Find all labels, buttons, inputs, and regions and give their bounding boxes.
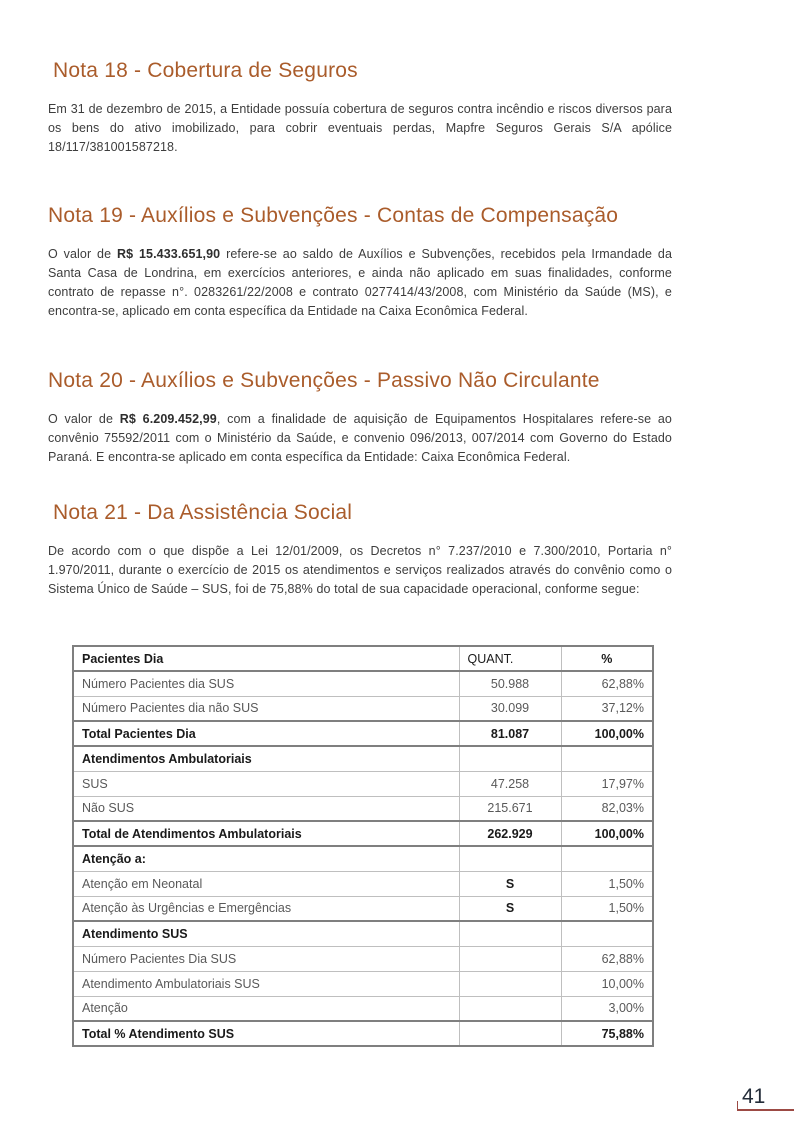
row-quant: S (459, 896, 561, 921)
row-pct: 75,88% (561, 1021, 653, 1046)
row-label: Número Pacientes Dia SUS (73, 946, 459, 971)
table-row (73, 996, 653, 1021)
row-pct: 62,88% (561, 671, 653, 696)
row-pct: 1,50% (561, 871, 653, 896)
amount-highlight: R$ 6.209.452,99 (119, 412, 217, 426)
table-section-row (73, 846, 653, 871)
paragraph-text: O valor de (48, 412, 120, 426)
table-total-row (73, 721, 653, 746)
table-row (73, 696, 653, 721)
row-pct: 37,12% (561, 696, 653, 721)
row-label: Total Pacientes Dia (73, 721, 459, 746)
column-header-percent: % (561, 646, 653, 671)
paragraph-text: , com a finalidade de aquisição de Equipamentos Hospitalares refere-se ao convênio 75592/2011 com o Ministério da Saúde, e convenio 096/2013, 007/2014 com Governo do Estado Paraná. E encontra-se aplicado em conta específica da Entidade: Caixa Econômica Federal. (48, 412, 672, 464)
section-nota-20 (48, 368, 672, 467)
row-pct (561, 921, 653, 946)
row-label: Não SUS (73, 796, 459, 821)
table-row (73, 871, 653, 896)
row-label: Total % Atendimento SUS (73, 1021, 459, 1046)
row-label: Atendimentos Ambulatoriais (73, 746, 459, 771)
row-pct (561, 746, 653, 771)
row-quant (459, 1021, 561, 1046)
nota-19-heading: Nota 19 - Auxílios e Subvenções - Contas de Compensação (48, 204, 619, 227)
row-quant (459, 946, 561, 971)
amount-highlight: R$ 15.433.651,90 (117, 247, 221, 261)
nota-18-heading: Nota 18 - Cobertura de Seguros (53, 59, 358, 82)
table-row (73, 671, 653, 696)
row-label: Atenção às Urgências e Emergências (73, 896, 459, 921)
row-quant: 47.258 (459, 771, 561, 796)
footer-rule-line (737, 1109, 794, 1111)
row-quant (459, 921, 561, 946)
row-pct: 100,00% (561, 721, 653, 746)
row-label: Atenção a: (73, 846, 459, 871)
table-row (73, 971, 653, 996)
section-nota-18 (48, 58, 672, 157)
nota-20-heading: Nota 20 - Auxílios e Subvenções - Passivo Não Circulante (48, 369, 600, 392)
table-header-row (73, 646, 653, 671)
row-quant: 30.099 (459, 696, 561, 721)
row-label: SUS (73, 771, 459, 796)
row-label: Atenção (73, 996, 459, 1021)
table-row (73, 771, 653, 796)
row-quant (459, 746, 561, 771)
row-pct (561, 846, 653, 871)
assistencia-social-table (72, 645, 654, 1047)
nota-21-heading: Nota 21 - Da Assistência Social (53, 501, 353, 524)
nota-18-paragraph (48, 100, 672, 157)
row-pct: 1,50% (561, 896, 653, 921)
row-quant: 262.929 (459, 821, 561, 846)
column-header-quant: QUANT. (459, 646, 561, 671)
row-quant: 50.988 (459, 671, 561, 696)
table-total-row (73, 821, 653, 846)
paragraph-text: refere-se ao saldo de Auxílios e Subvenções, recebidos pela Irmandade da Santa Casa de Londrina, em exercícios anteriores, e ainda não aplicado em suas finalidades, conforme contrato de repasse n°. 0283261/22/2008 e contrato 0277414/43/2008, com Ministério da Saúde (MS), e encontra-se, aplicado em conta específica da Entidade na Caixa Econômica Federal. (48, 247, 672, 318)
page-number: 41 (742, 1085, 766, 1108)
paragraph-text: Em 31 de dezembro de 2015, a Entidade possuía cobertura de seguros contra incêndio e riscos diversos para os bens do ativo imobilizado, para cobrir eventuais perdas, Mapfre Seguros Gerais S/A apólice 18/117/381001587218. (48, 102, 672, 154)
table-total-row (73, 1021, 653, 1046)
row-pct: 17,97% (561, 771, 653, 796)
paragraph-text: De acordo com o que dispõe a Lei 12/01/2009, os Decretos n° 7.237/2010 e 7.300/2010, Portaria n° 1.970/2011, durante o exercício de 2015 os atendimentos e serviços realizados através do convênio como o Sistema Único de Saúde – SUS, foi de 75,88% do total de sua capacidade operacional, conforme segue: (48, 544, 672, 596)
row-label: Atendimento SUS (73, 921, 459, 946)
row-quant (459, 846, 561, 871)
table-row (73, 946, 653, 971)
table-section-row (73, 921, 653, 946)
text-column (0, 58, 794, 1047)
nota-21-paragraph (48, 542, 672, 599)
row-pct: 3,00% (561, 996, 653, 1021)
table-row (73, 796, 653, 821)
row-pct: 82,03% (561, 796, 653, 821)
row-label: Total de Atendimentos Ambulatoriais (73, 821, 459, 846)
table-row (73, 896, 653, 921)
row-quant: 215.671 (459, 796, 561, 821)
nota-20-paragraph (48, 410, 672, 467)
row-pct: 100,00% (561, 821, 653, 846)
section-nota-19 (48, 203, 672, 321)
row-pct: 10,00% (561, 971, 653, 996)
row-quant: S (459, 871, 561, 896)
section-nota-21 (48, 500, 672, 599)
row-quant: 81.087 (459, 721, 561, 746)
row-quant (459, 996, 561, 1021)
row-label: Número Pacientes dia não SUS (73, 696, 459, 721)
row-label: Número Pacientes dia SUS (73, 671, 459, 696)
nota-19-paragraph (48, 245, 672, 321)
row-label: Atenção em Neonatal (73, 871, 459, 896)
row-pct: 62,88% (561, 946, 653, 971)
row-label: Atendimento Ambulatoriais SUS (73, 971, 459, 996)
table-section-row (73, 746, 653, 771)
column-header-pacientes-dia: Pacientes Dia (73, 646, 459, 671)
row-quant (459, 971, 561, 996)
paragraph-text: O valor de (48, 247, 117, 261)
